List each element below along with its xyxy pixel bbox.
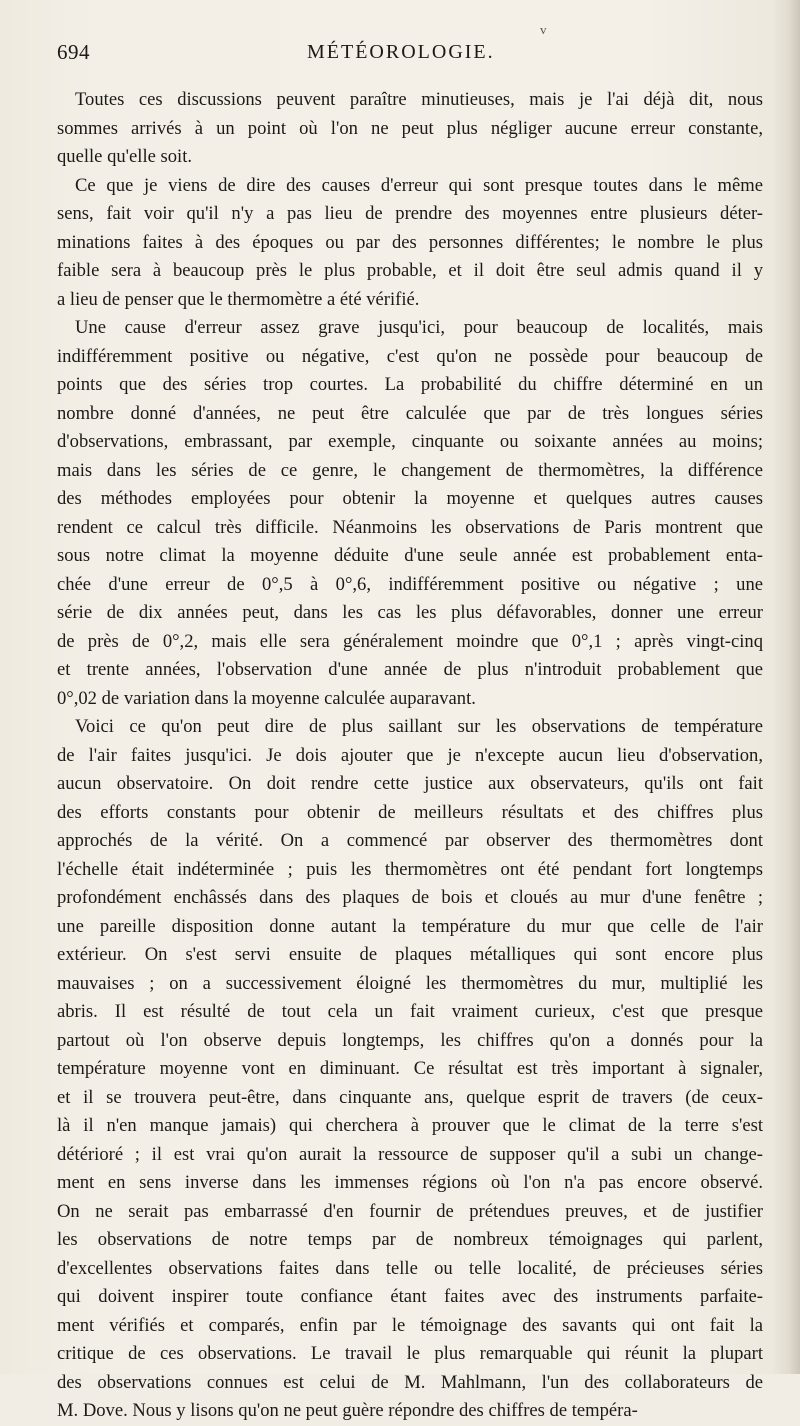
text-line: d'observations, embrassant, par exemple, cinquante ou soixante années au moins; [57, 431, 763, 452]
text-line: indifféremment positive ou négative, c'est qu'on ne possède pour beaucoup de [57, 345, 763, 367]
text-line: points que des séries trop courtes. La probabilité du chiffre déterminé en un [57, 374, 763, 395]
text-line: une pareille disposition donne autant la température du mur que celle de l'air [57, 915, 763, 937]
text-line: là il n'en manque jamais) qui cherchera à prouver que le climat de la terre s'est [57, 1115, 763, 1136]
body-text [57, 86, 763, 1426]
text-line: Une cause d'erreur assez grave jusqu'ici, pour beaucoup de localités, mais [75, 317, 763, 338]
page-edge-shadow [772, 0, 800, 1374]
text-line: et trente années, l'observation d'une année de plus n'introduit probablement que [57, 659, 763, 680]
text-line: sommes arrivés à un point où l'on ne peut plus négliger aucune erreur constante, [57, 117, 763, 139]
text-line: ment en sens inverse dans les immenses régions où l'on n'a pas encore observé. [57, 1172, 763, 1193]
text-line: profondément enchâssés dans des plaques de bois et cloués au mur d'une fenêtre ; [57, 887, 763, 908]
text-line: et il se trouvera peut-être, dans cinquante ans, quelque esprit de travers (de ceux- [57, 1086, 763, 1108]
text-line: détérioré ; il est vrai qu'on aurait la ressource de supposer qu'il a subi un change- [57, 1143, 763, 1165]
text-line: extérieur. On s'est servi ensuite de plaques métalliques qui sont encore plus [57, 944, 763, 965]
text-line: M. Dove. Nous y lisons qu'on ne peut guère répondre des chiffres de tempéra- [57, 1400, 638, 1421]
text-line: série de dix années peut, dans les cas les plus défavorables, donner une erreur [57, 602, 763, 623]
text-line: de près de 0°,2, mais elle sera généralement moindre que 0°,1 ; après vingt-cinq [57, 630, 763, 652]
corner-mark: v [540, 22, 547, 37]
text-line: aucun observatoire. On doit rendre cette justice aux observateurs, qu'ils ont fait [57, 773, 763, 794]
text-line: l'échelle était indéterminée ; puis les thermomètres ont été pendant fort longtemps [57, 858, 763, 880]
text-line: des observations connues est celui de M. Mahlmann, l'un des collaborateurs de [57, 1371, 763, 1393]
text-line: mais dans les séries de ce genre, le changement de thermomètres, la différence [57, 459, 763, 481]
text-line: d'excellentes observations faites dans telle ou telle localité, de précieuses séries [57, 1257, 763, 1279]
text-line: les observations de notre temps par de nombreux témoignages qui parlent, [57, 1229, 763, 1250]
page-number: 694 [57, 40, 90, 64]
text-line: faible sera à beaucoup près le plus probable, et il doit être seul admis quand il y [57, 260, 763, 281]
text-line: température moyenne vont en diminuant. Ce résultat est très important à signaler, [57, 1058, 763, 1079]
text-line: sous notre climat la moyenne déduite d'une seule année est probablement enta- [57, 545, 763, 566]
text-line: approchés de la vérité. On a commencé par observer des thermomètres dont [57, 830, 763, 851]
text-line: quelle qu'elle soit. [57, 146, 193, 167]
text-line: mauvaises ; on a successivement éloigné les thermomètres du mur, multiplié les [57, 972, 763, 994]
text-line: nombre donné d'années, ne peut être calculée que par de très longues séries [57, 402, 763, 424]
text-line: qui doivent inspirer toute confiance étant faites avec des instruments parfaite- [57, 1286, 763, 1307]
text-line: sens, fait voir qu'il n'y a pas lieu de prendre des moyennes entre plusieurs déter- [57, 203, 763, 224]
page-header [57, 40, 757, 74]
text-line: abris. Il est résulté de tout cela un fait vraiment curieux, c'est que presque [57, 1001, 763, 1022]
text-line: Voici ce qu'on peut dire de plus saillant sur les observations de température [75, 716, 763, 737]
text-line: ment vérifiés et comparés, enfin par le témoignage des savants qui ont fait la [57, 1314, 763, 1336]
text-line: Toutes ces discussions peuvent paraître minutieuses, mais je l'ai déjà dit, nous [75, 89, 763, 110]
running-title: MÉTÉOROLOGIE. [307, 41, 495, 63]
text-line: a lieu de penser que le thermomètre a été vérifié. [57, 288, 420, 310]
text-line: partout où l'on observe depuis longtemps, les chiffres qu'on a donnés pour la [57, 1029, 763, 1051]
text-line: On ne serait pas embarrassé d'en fournir de prétendues preuves, et de justifier [57, 1200, 763, 1222]
text-line: rendent ce calcul très difficile. Néanmoins les observations de Paris montrent que [57, 516, 763, 538]
text-line: chée d'une erreur de 0°,5 à 0°,6, indifféremment positive ou négative ; une [57, 573, 763, 595]
text-line: critique de ces observations. Le travail le plus remarquable qui réunit la plupart [57, 1343, 763, 1364]
text-line: des méthodes employées pour obtenir la moyenne et quelques autres causes [57, 488, 763, 509]
text-line: Ce que je viens de dire des causes d'erreur qui sont presque toutes dans le même [75, 174, 763, 196]
text-line: de l'air faites jusqu'ici. Je dois ajouter que je n'excepte aucun lieu d'observation, [57, 744, 763, 766]
text-line: des efforts constants pour obtenir de meilleurs résultats et des chiffres plus [57, 801, 763, 823]
text-line: 0°,02 de variation dans la moyenne calculée auparavant. [57, 687, 476, 709]
text-line: minations faites à des époques ou par des personnes différentes; le nombre le plus [57, 231, 763, 253]
